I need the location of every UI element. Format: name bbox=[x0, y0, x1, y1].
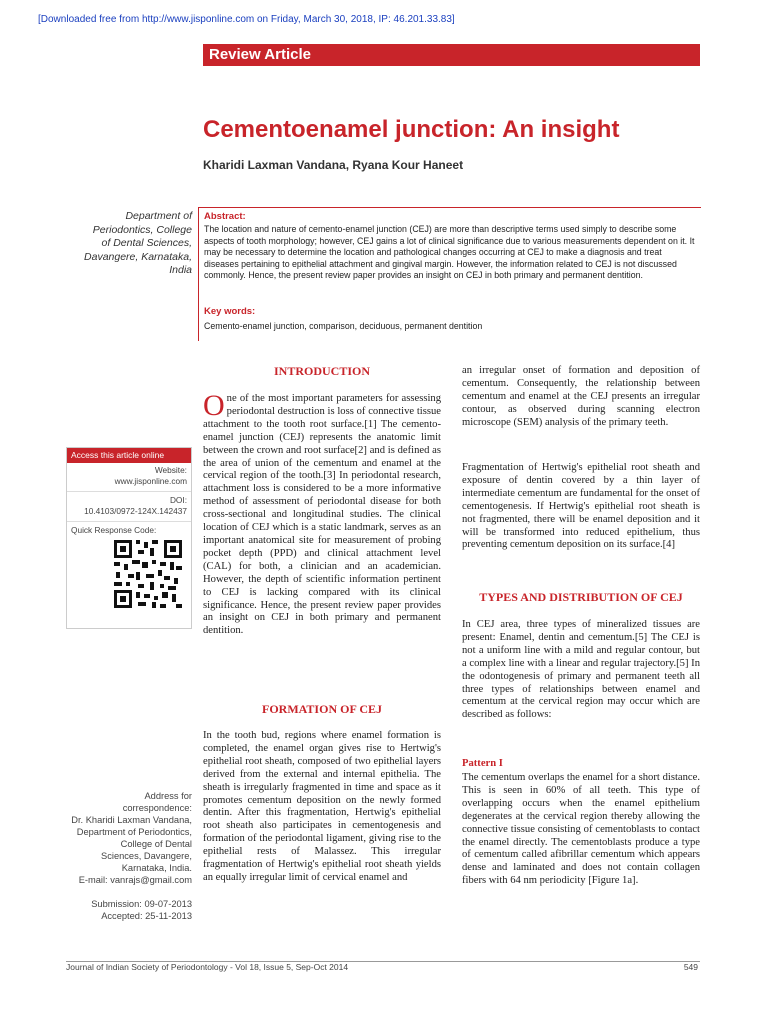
footer-journal: Journal of Indian Society of Periodontology - Vol 18, Issue 5, Sep-Oct 2014 bbox=[66, 962, 349, 972]
keywords-heading: Key words: bbox=[204, 306, 256, 317]
website-link[interactable]: www.jisponline.com bbox=[114, 476, 187, 486]
correspondence-line: Address for bbox=[144, 791, 192, 801]
types-heading: TYPES AND DISTRIBUTION OF CEJ bbox=[479, 590, 683, 604]
correspondence-line: Department of Periodontics, bbox=[76, 827, 192, 837]
website-label: Website: bbox=[154, 465, 187, 475]
doi-value: 10.4103/0972-124X.142437 bbox=[84, 506, 187, 516]
affiliation-line: of Dental Sciences, bbox=[101, 237, 192, 249]
correspondence-email[interactable]: E-mail: vanrajs@gmail.com bbox=[78, 875, 192, 885]
qr-label: Quick Response Code: bbox=[71, 525, 157, 535]
introduction-body: ne of the most important parameters for assessing periodontal destruction is loss of connective tissue attachment to the tooth root surface.[1] The cemento-enamel junction (CEJ) represents the anatomic limit between the crown and root surface[2] and is defined as the area of union of the cementum and enamel at the cervical region of the tooth.[3] In periodontal research, attachment loss is considered to be a more informative method of assessment of periodontal disease for both cross-sectional and longitudinal studies. The clinical location of CEJ which is a static landmark, serves as an important anatomical site for measurement of probing pocket depth (PPD) and clinical attachment level (CAL) for both, a clinician and an academician. However, the depth of scientific information pertinent to CEJ is lacking compared with its clinical significance. Hence, the present review paper provides an insight on CEJ in both primary and permanent dentition. bbox=[203, 393, 441, 637]
affiliation-line: Periodontics, College bbox=[92, 223, 192, 236]
keywords-text: Cemento-enamel junction, comparison, deciduous, permanent dentition bbox=[204, 321, 483, 331]
correspondence-block bbox=[60, 790, 192, 922]
qr-code-icon bbox=[112, 538, 184, 610]
doi-label: DOI: bbox=[169, 495, 187, 505]
correspondence-line: Dr. Kharidi Laxman Vandana, bbox=[71, 815, 192, 825]
affiliation bbox=[60, 210, 192, 278]
correspondence-line: Sciences, Davangere, bbox=[101, 851, 192, 861]
submission-date: Submission: 09-07-2013 bbox=[91, 899, 192, 909]
abstract-heading: Abstract: bbox=[204, 211, 246, 222]
accepted-date: Accepted: 25-11-2013 bbox=[101, 911, 192, 921]
dropcap: O bbox=[203, 389, 225, 422]
affiliation-line: Department of bbox=[125, 210, 192, 222]
correspondence-line: correspondence: bbox=[122, 803, 192, 813]
introduction-text bbox=[203, 389, 441, 638]
page-number: 549 bbox=[683, 962, 698, 972]
section-label: Review Article bbox=[209, 46, 311, 63]
article-title: Cementoenamel junction: An insight bbox=[203, 116, 620, 143]
formation-text: In the tooth bud, regions where enamel formation is completed, the enamel organ gives rise to Hertwig's epithelial root sheath, composed of two epithelial layers derived from the external and internal epithelia. The sheath is irregularly fragmented in time and space as it promotes cementum deposition on the newly formed dentin. After this fragmentation, Hertwig's epithelial root sheath also participates in cementogenesis and formation of the periodontal ligament, giving rise to the epithelial rests of Malassez. This irregular fragmentation of Hertwig's epithelial root sheath yields an equally irregular limit of cervical enamel and bbox=[203, 730, 441, 883]
correspondence-line: College of Dental bbox=[120, 839, 192, 849]
article-authors: Kharidi Laxman Vandana, Ryana Kour Haneet bbox=[203, 158, 464, 172]
affiliation-line: Davangere, Karnataka, bbox=[84, 250, 192, 263]
col2-paragraph: The cementum overlaps the enamel for a short distance. This is seen in 60% of all teeth. This type of overlapping occurs when the enamel epithelium degenerates at the cervical region thereby allowing the connective tissue consisting of cementoblasts to contact the enamel directly. The cementoblasts produce a type of cementum called afibrillar cementum which appears dense and laminated and does not contain collagen fibers with 64 nm periodicity [Figure 1a]. bbox=[462, 772, 700, 887]
correspondence-line: Karnataka, India. bbox=[121, 863, 192, 873]
col2-paragraph: In CEJ area, three types of mineralized tissues are present: Enamel, dentin and cementum.[5] The CEJ is not a uniform line with a mild and regular contour, but a complex line with a linear and regular trajectory.[5] In the odontogenesis of primary and permanent teeth all three types of relationships between enamel and cementum at the cervical region may occur which are described as follows: bbox=[462, 619, 700, 721]
download-notice: [Downloaded free from http://www.jisponline.com on Friday, March 30, 2018, IP: 46.201.33.83] bbox=[38, 14, 455, 25]
section-banner bbox=[203, 44, 700, 66]
pattern-heading: Pattern I bbox=[462, 758, 503, 769]
affiliation-line: India bbox=[169, 264, 192, 276]
col2-paragraph: an irregular onset of formation and deposition of cementum. Consequently, the relationship between cementum and enamel at the CEJ presents an irregular contour, as observed during scanning electron microscope (SEM) analysis of the primary teeth. bbox=[462, 365, 700, 428]
formation-heading: FORMATION OF CEJ bbox=[262, 702, 382, 716]
abstract-text: The location and nature of cemento-enamel junction (CEJ) are more than descriptive terms used simply to describe some aspects of tooth morphology; however, CEJ gains a lot of clinical significance due to various measurements dependent on it. It may be necessary to determine the location and pathological changes occurring at CEJ to make a diagnosis and treat diseases pertaining to epithelial attachment and gingival margin. However, the information related to CEJ is not discussed commonly. Hence, the present review paper provides an insight on CEJ in both primary and permanent dentition. bbox=[204, 224, 695, 281]
access-heading: Access this article online bbox=[67, 448, 191, 463]
introduction-heading: INTRODUCTION bbox=[273, 364, 370, 378]
col2-paragraph: Fragmentation of Hertwig's epithelial root sheath and exposure of dentin covered by a thin layer of intermediate cementum are fundamental for the onset of cementogenesis. If Hertwig's epithelial root sheath is not fragmented, there will be enamel deposition and it will be transformed into reduced epithelium, thus preventing cementum deposition on its surface.[4] bbox=[462, 462, 700, 551]
